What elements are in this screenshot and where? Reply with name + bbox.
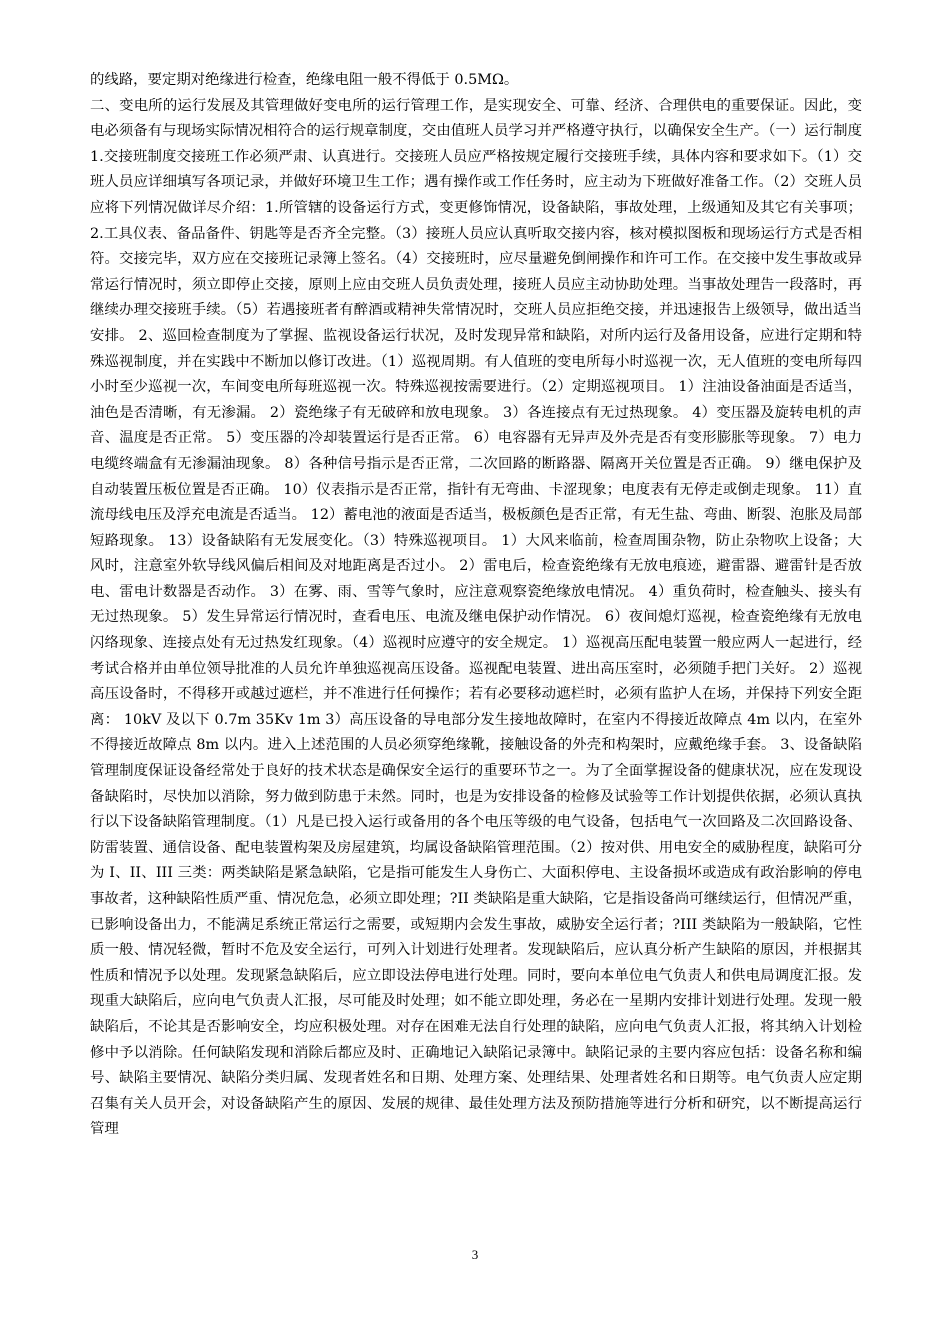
paragraph-continuation: 的线路，要定期对绝缘进行检查，绝缘电阻一般不得低于 0.5MΩ。 <box>90 72 519 88</box>
paragraph-substation-operation: 二、变电所的运行发展及其管理做好变电所的运行管理工作，是实现安全、可靠、经济、合理供电的重要保证。因此，变电必须备有与现场实际情况相符合的运行规章制度，交由值班人员学习并严格遵守执行，以确保安全生产。（一）运行制度 1.交接班制度交接班工作必须严肃、认真进行。交接班人员应严格按规定履行交接班手续，具体内容和要求如下。（1）交班人员应详细填写各项记录，并做好环境卫生工作；遇有操作或工作任务时，应主动为下班做好准备工作。（2）交班人员应将下列情况做详尽介绍：1.所管辖的设备运行方式，变更修饰情况，设备缺陷，事故处理，上级通知及其它有关事项；2.工具仪表、备品备件、钥匙等是否齐全完整。（3）接班人员应认真听取交接内容，核对模拟图板和现场运行方式是否相符。交接完毕，双方应在交接班记录簿上签名。（4）交接班时，应尽量避免倒闸操作和许可工作。在交接中发生事故或异常运行情况时，须立即停止交接，原则上应由交班人员负责处理，接班人员应主动协助处理。当事故处理告一段落时，再继续办理交接班手续。（5）若遇接班者有醉酒或精神失常情况时，交班人员应拒绝交接，并迅速报告上级领导，做出适当安排。 2、巡回检查制度为了掌握、监视设备运行状况，及时发现异常和缺陷，对所内运行及备用设备，应进行定期和特殊巡视制度，并在实践中不断加以修订改进。（1）巡视周期。有人值班的变电所每小时巡视一次，无人值班的变电所每四小时至少巡视一次，车间变电所每班巡视一次。特殊巡视按需要进行。（2）定期巡视项目。 1）注油设备油面是否适当，油色是否清晰，有无渗漏。 2）瓷绝缘子有无破碎和放电现象。 3）各连接点有无过热现象。 4）变压器及旋转电机的声音、温度是否正常。 5）变压器的冷却装置运行是否正常。 6）电容器有无异声及外壳是否有变形膨胀等现象。 7）电力电缆终端盒有无渗漏油现象。 8）各种信号指示是否正常，二次回路的断路器、隔离开关位置是否正确。 9）继电保护及自动装置压板位置是否正确。 10）仪表指示是否正常，指针有无弯曲、卡涩现象；电度表有无停走或倒走现象。 11）直流母线电压及浮充电流是否适当。 12）蓄电池的液面是否适当，极板颜色是否正常，有无生盐、弯曲、断裂、泡胀及局部短路现象。 13）设备缺陷有无发展变化。（3）特殊巡视项目。 1）大风来临前，检查周围杂物，防止杂物吹上设备；大风时，注意室外软导线风偏后相间及对地距离是否过小。 2）雷电后，检查瓷绝缘有无放电痕迹，避雷器、避雷针是否放电、雷电计数器是否动作。 3）在雾、雨、雪等气象时，应注意观察瓷绝缘放电情况。 4）重负荷时，检查触头、接头有无过热现象。 5）发生异常运行情况时，查看电压、电流及继电保护动作情况。 6）夜间熄灯巡视，检查瓷绝缘有无放电闪络现象、连接点处有无过热发红现象。（4）巡视时应遵守的安全规定。 1）巡视高压配电装置一般应两人一起进行，经考试合格并由单位领导批准的人员允许单独巡视高压设备。巡视配电装置、进出高压室时，必须随手把门关好。 2）巡视高压设备时，不得移开或越过遮栏，并不准进行任何操作；若有必要移动遮栏时，必须有监护人在场，并保持下列安全距离： 10kV 及以下 0.7m 35Kv 1m 3）高压设备的导电部分发生接地故障时，在室内不得接近故障点 4m 以内，在室外不得接近故障点 8m 以内。进入上述范围的人员必须穿绝缘靴，接触设备的外壳和构架时，应戴绝缘手套。 3、设备缺陷管理制度保证设备经常处于良好的技术状态是确保安全运行的重要环节之一。为了全面掌握设备的健康状况，应在发现设备缺陷时，尽快加以消除，努力做到防患于未然。同时，也是为安排设备的检修及试验等工作计划提供依据，必须认真执行以下设备缺陷管理制度。（1）凡是已投入运行或备用的各个电压等级的电气设备，包括电气一次回路及二次回路设备、防雷装置、通信设备、配电装置构架及房屋建筑，均属设备缺陷管理范围。（2）按对供、用电安全的威胁程度，缺陷可分为 I、II、III 三类：两类缺陷是紧急缺陷，它是指可能发生人身伤亡、大面积停电、主设备损坏或造成有政治影响的停电事故者，这种缺陷性质严重、情况危急，必须立即处理；?II 类缺陷是重大缺陷，它是指设备尚可继续运行，但情况严重，已影响设备出力，不能满足系统正常运行之需要，或短期内会发生事故，威胁安全运行者；?III 类缺陷为一般缺陷，它性质一般、情况轻微，暂时不危及安全运行，可列入计划进行处理者。发现缺陷后，应认真分析产生缺陷的原因，并根据其性质和情况予以处理。发现紧急缺陷后，应立即设法停电进行处理。同时，要向本单位电气负责人和供电局调度汇报。发现重大缺陷后，应向电气负责人汇报，尽可能及时处理；如不能立即处理，务必在一星期内安排计划进行处理。发现一般缺陷后，不论其是否影响安全，均应积极处理。对存在困难无法自行处理的缺陷，应向电气负责人汇报，将其纳入计划检修中予以消除。任何缺陷发现和消除后都应及时、正确地记入缺陷记录簿中。缺陷记录的主要内容应包括：设备名称和编号、缺陷主要情况、缺陷分类归属、发现者姓名和日期、处理方案、处理结果、处理者姓名和日期等。电气负责人应定期召集有关人员开会，对设备缺陷产生的原因、发展的规律、最佳处理方法及预防措施等进行分析和研究，以不断提高运行管理 <box>90 97 862 1138</box>
body-text <box>90 68 862 1143</box>
page-number: 3 <box>471 1247 479 1262</box>
